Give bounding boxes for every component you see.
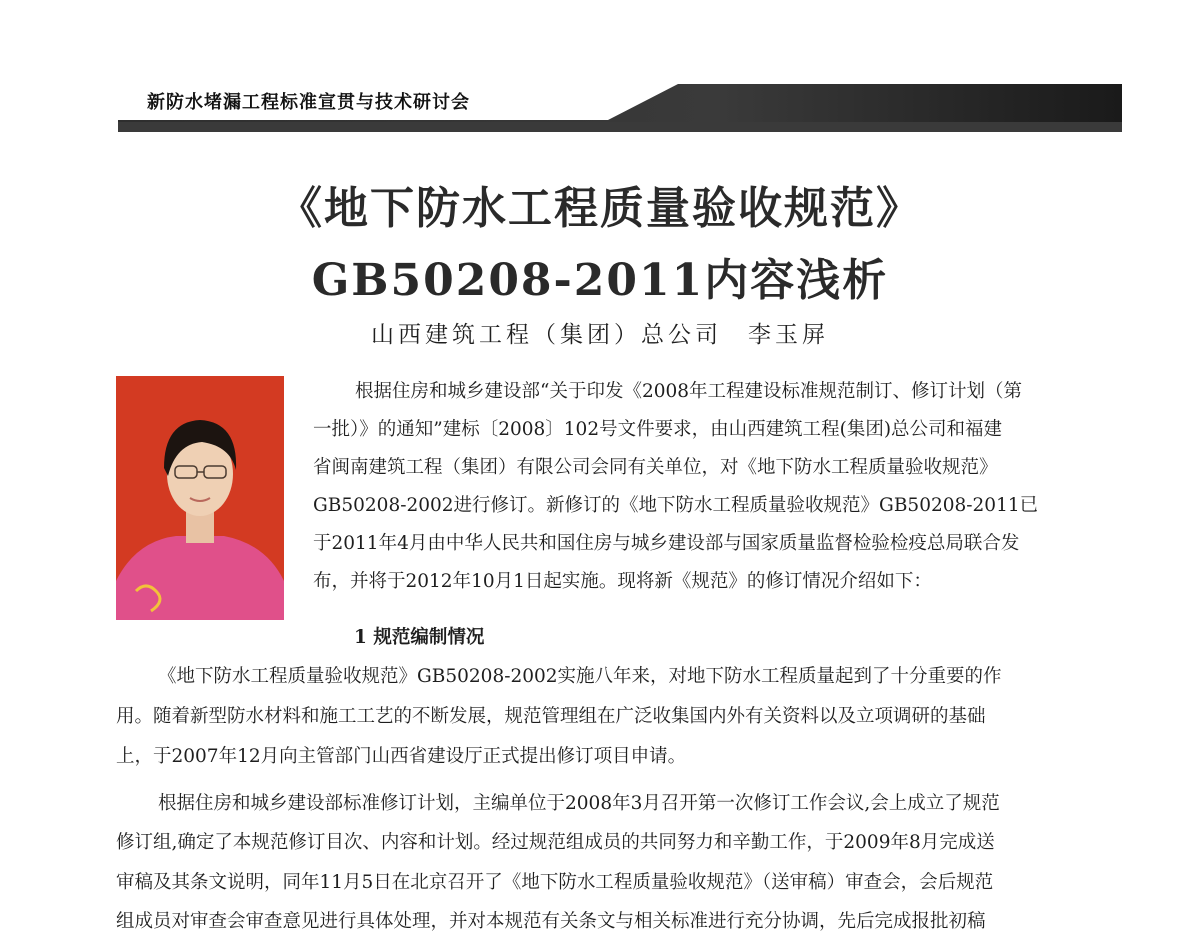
article-title-line-1: 《地下防水工程质量验收规范》: [278, 183, 922, 234]
para1-line-1: 《地下防水工程质量验收规范》GB50208-2002实施八年来，对地下防水工程质量起到了十分重要的作: [158, 666, 1002, 687]
intro-line-6: 布，并将于2012年10月1日起实施。现将新《规范》的修订情况介绍如下：: [313, 571, 932, 592]
para2-line-3: 审稿及其条文说明，同年11月5日在北京召开了《地下防水工程质量验收规范》（送审稿）审查会，会后规范: [116, 872, 994, 893]
intro-line-2: 一批）》的通知”建标〔2008〕102号文件要求，由山西建筑工程(集团)总公司和福建: [313, 419, 1003, 440]
para2-line-2: 修订组,确定了本规范修订目次、内容和计划。经过规范组成员的共同努力和辛勤工作，于2009年8月完成送: [116, 832, 995, 853]
article-title-line-2: GB50208-2011内容浅析: [311, 255, 889, 306]
para1-line-3: 上，于2007年12月向主管部门山西省建设厅正式提出修订项目申请。: [116, 746, 687, 767]
para1-line-2: 用。随着新型防水材料和施工工艺的不断发展，规范管理组在广泛收集国内外有关资料以及立项调研的基础: [116, 706, 986, 727]
para2-line-1: 根据住房和城乡建设部标准修订计划，主编单位于2008年3月召开第一次修订工作会议,会上成立了规范: [158, 793, 1000, 814]
para2-line-4: 组成员对审查会审查意见进行具体处理，并对本规范有关条文与相关标准进行充分协调，先后完成报批初稿: [116, 911, 986, 932]
intro-line-4: GB50208-2002进行修订。新修订的《地下防水工程质量验收规范》GB50208-2011已: [313, 495, 1039, 516]
intro-line-5: 于2011年4月由中华人民共和国住房与城乡建设部与国家质量监督检验检疫总局联合发: [313, 533, 1020, 554]
author-portrait-graphic: [116, 376, 284, 620]
conference-title: 新防水堵漏工程标准宣贯与技术研讨会: [147, 92, 470, 113]
intro-line-3: 省闽南建筑工程（集团）有限公司会同有关单位，对《地下防水工程质量验收规范》: [313, 457, 998, 478]
author-name: 李玉屏: [748, 322, 829, 348]
intro-line-1: 根据住房和城乡建设部“关于印发《2008年工程建设标准规范制订、修订计划（第: [355, 381, 1023, 402]
author-photo: [116, 376, 284, 620]
author-organization: 山西建筑工程（集团）总公司: [371, 322, 722, 348]
section-heading: 1 规范编制情况: [354, 627, 485, 648]
author-line: [0, 316, 1200, 349]
